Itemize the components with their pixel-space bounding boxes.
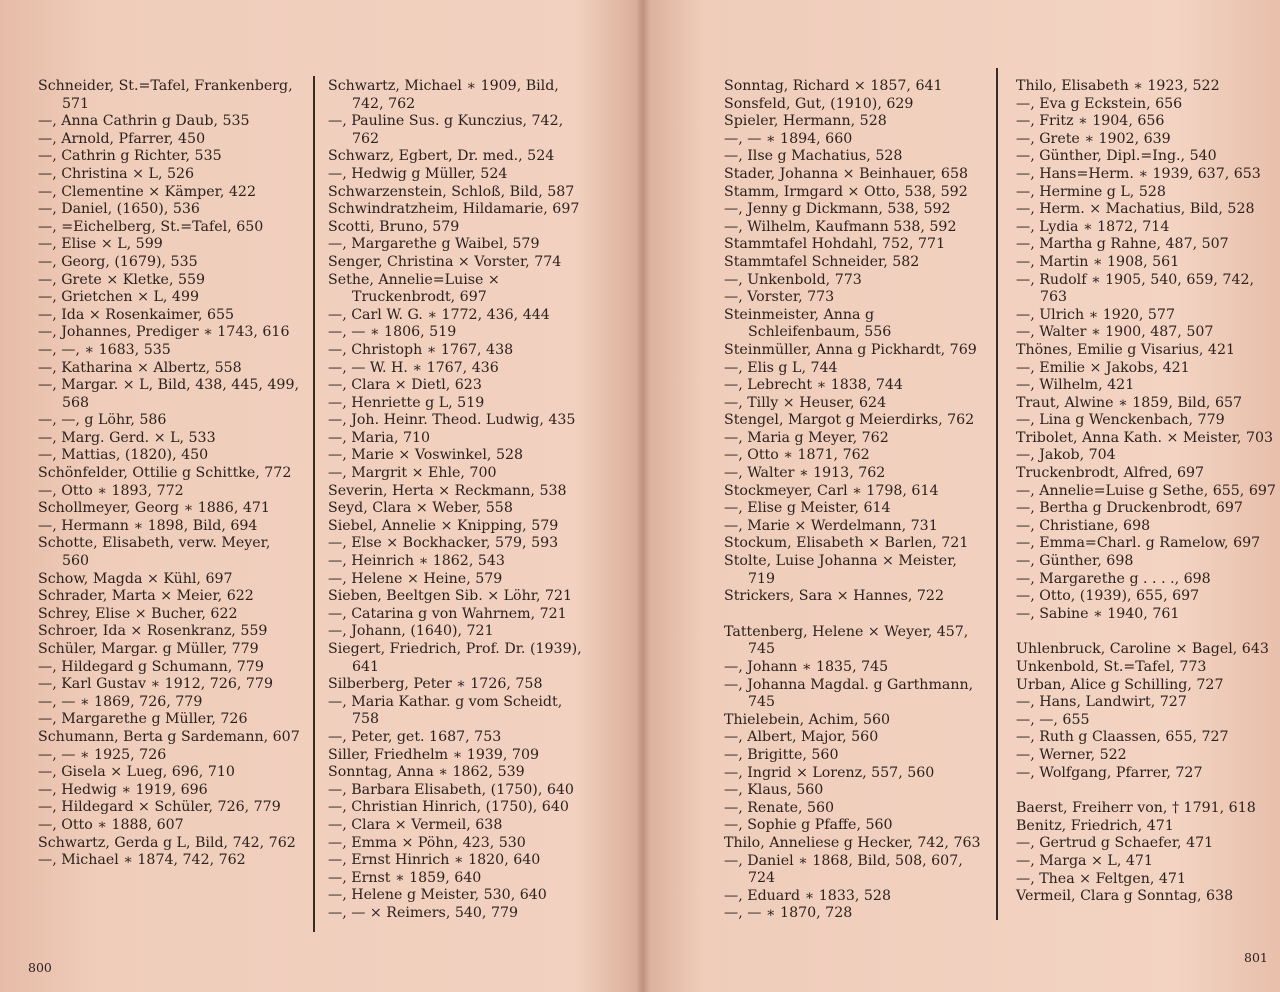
index-entry: Stolte, Luise Johanna × Meister, 719 <box>724 553 957 587</box>
index-entry: —, Hans, Landwirt, 727 <box>1016 694 1187 711</box>
index-entry: —, Margarethe g Müller, 726 <box>38 711 248 728</box>
index-entry: Vermeil, Clara g Sonntag, 638 <box>1016 888 1234 905</box>
index-entry: —, Elise g Meister, 614 <box>724 500 891 517</box>
index-entry: —, Hedwig g Müller, 524 <box>328 165 508 182</box>
index-entry: —, Thea × Feltgen, 471 <box>1016 870 1186 887</box>
index-entry: —, Daniel, (1650), 536 <box>38 201 200 218</box>
right-page-column-rule <box>996 68 998 920</box>
index-entry: Stammtafel Hohdahl, 752, 771 <box>724 236 946 253</box>
index-entry: Stammtafel Schneider, 582 <box>724 253 920 270</box>
index-entry: —, Gisela × Lueg, 696, 710 <box>38 764 235 781</box>
index-entry: —, Annelie=Luise g Sethe, 655, 697 <box>1016 482 1276 499</box>
index-entry: —, Hermann ∗ 1898, Bild, 694 <box>38 517 258 534</box>
index-entry: —, — ∗ 1869, 726, 779 <box>38 693 203 710</box>
index-entry: —, Walter ∗ 1900, 487, 507 <box>1016 324 1214 341</box>
index-entry: Thilo, Elisabeth ∗ 1923, 522 <box>1016 78 1220 94</box>
index-entry: —, Wilhelm, 421 <box>1016 377 1135 394</box>
index-entry: —, Gertrud g Schaefer, 471 <box>1016 835 1214 852</box>
index-entry: —, =Eichelberg, St.=Tafel, 650 <box>38 218 264 235</box>
index-entry: —, Peter, get. 1687, 753 <box>328 728 502 745</box>
index-entry: Sonntag, Richard × 1857, 641 <box>724 78 943 94</box>
index-entry: —, Werner, 522 <box>1016 746 1127 763</box>
index-entry: —, Eva g Eckstein, 656 <box>1016 95 1183 112</box>
left-page-number: 800 <box>28 960 52 975</box>
index-entry: —, Klaus, 560 <box>724 782 824 799</box>
index-entry: —, Grete ∗ 1902, 639 <box>1016 130 1171 147</box>
index-entry: —, Else × Bockhacker, 579, 593 <box>328 535 559 552</box>
index-entry: Schwarzenstein, Schloß, Bild, 587 <box>328 183 575 200</box>
index-entry: —, Lydia ∗ 1872, 714 <box>1016 218 1170 235</box>
index-entry: Sonsfeld, Gut, (1910), 629 <box>724 95 914 112</box>
index-entry: Schow, Magda × Kühl, 697 <box>38 570 233 587</box>
index-entry: —, Hermine g L, 528 <box>1016 183 1166 200</box>
index-entry: —, Mattias, (1820), 450 <box>38 447 209 464</box>
index-entry: —, Emma=Charl. g Ramelow, 697 <box>1016 535 1261 552</box>
index-entry: —, Johannes, Prediger ∗ 1743, 616 <box>38 324 290 341</box>
index-entry: —, Cathrin g Richter, 535 <box>38 148 222 165</box>
index-entry: —, Margar. × L, Bild, 438, 445, 499, 568 <box>38 377 299 411</box>
index-entry: —, — W. H. ∗ 1767, 436 <box>328 359 499 376</box>
index-entry: —, Ernst ∗ 1859, 640 <box>328 869 482 886</box>
index-entry: —, Renate, 560 <box>724 799 835 816</box>
index-entry: —, Emilie × Jakobs, 421 <box>1016 359 1190 376</box>
left-page-column-1 <box>38 78 300 870</box>
index-entry: —, Lina g Wenckenbach, 779 <box>1016 412 1225 429</box>
left-page-column-rule <box>313 76 315 932</box>
index-entry: —, — ∗ 1925, 726 <box>38 746 167 763</box>
index-entry: —, Eduard ∗ 1833, 528 <box>724 887 891 904</box>
index-entry: —, — ∗ 1870, 728 <box>724 905 853 922</box>
index-entry: —, Jenny g Dickmann, 538, 592 <box>724 201 951 218</box>
index-entry: —, Günther, 698 <box>1016 553 1134 570</box>
index-entry: Schroer, Ida × Rosenkranz, 559 <box>38 623 268 640</box>
index-entry: —, Helene × Heine, 579 <box>328 570 503 587</box>
index-entry: —, Heinrich ∗ 1862, 543 <box>328 553 505 570</box>
index-entry: —, Grietchen × L, 499 <box>38 289 200 306</box>
index-entry: Stengel, Margot g Meierdirks, 762 <box>724 412 975 429</box>
index-entry: Baerst, Freiherr von, † 1791, 618 <box>1016 800 1256 817</box>
index-entry: —, — ∗ 1894, 660 <box>724 130 853 147</box>
index-entry: —, Wolfgang, Pfarrer, 727 <box>1016 764 1203 781</box>
index-entry: Traut, Alwine ∗ 1859, Bild, 657 <box>1016 394 1243 411</box>
index-entry: —, Katharina × Albertz, 558 <box>38 359 242 376</box>
index-entry: —, Tilly × Heuser, 624 <box>724 394 887 411</box>
index-entry: —, Jakob, 704 <box>1016 447 1116 464</box>
index-entry: —, Karl Gustav ∗ 1912, 726, 779 <box>38 676 273 693</box>
index-entry: —, Hildegard g Schumann, 779 <box>38 658 264 675</box>
index-entry: —, Sabine ∗ 1940, 761 <box>1016 605 1180 622</box>
index-entry: —, Grete × Kletke, 559 <box>38 271 206 288</box>
index-entry: —, Ida × Rosenkaimer, 655 <box>38 306 235 323</box>
book-gutter <box>636 0 650 992</box>
right-col2-v-entries <box>1016 800 1278 906</box>
index-entry: —, Clara × Vermeil, 638 <box>328 816 503 833</box>
index-entry: —, Ingrid × Lorenz, 557, 560 <box>724 764 935 781</box>
index-entry: —, Pauline Sus. g Kunczius, 742, 762 <box>328 113 564 147</box>
right-page-column-1 <box>724 78 986 923</box>
index-entry: —, Johanna Magdal. g Garthmann, 745 <box>724 676 974 711</box>
index-entry: —, —, ∗ 1683, 535 <box>38 341 171 358</box>
index-entry: Stockmeyer, Carl ∗ 1798, 614 <box>724 482 939 499</box>
index-entry: Schönfelder, Ottilie g Schittke, 772 <box>38 465 292 482</box>
index-entry: —, Margarethe g . . . ., 698 <box>1016 570 1211 587</box>
index-entry: —, Ernst Hinrich ∗ 1820, 640 <box>328 852 541 869</box>
index-entry: —, Christoph ∗ 1767, 438 <box>328 341 514 358</box>
index-entry: —, —, 655 <box>1016 711 1090 728</box>
index-entry: —, Marg. Gerd. × L, 533 <box>38 429 216 446</box>
index-entry: —, Martha g Rahne, 487, 507 <box>1016 236 1229 253</box>
index-entry: —, Helene g Meister, 530, 640 <box>328 887 547 904</box>
index-entry: Severin, Herta × Reckmann, 538 <box>328 482 567 499</box>
right-page-column-2 <box>1016 78 1278 906</box>
index-entry: Stamm, Irmgard × Otto, 538, 592 <box>724 183 968 200</box>
index-entry: —, Bertha g Druckenbrodt, 697 <box>1016 500 1243 517</box>
index-entry: Seyd, Clara × Weber, 558 <box>328 500 513 517</box>
index-entry: —, Maria Kathar. g vom Scheidt, 758 <box>328 693 563 728</box>
index-entry: —, — ∗ 1806, 519 <box>328 324 457 341</box>
index-entry: —, Sophie g Pfaffe, 560 <box>724 817 893 834</box>
index-entry: Schwarz, Egbert, Dr. med., 524 <box>328 148 555 165</box>
index-entry: —, Albert, Major, 560 <box>724 729 879 746</box>
index-entry: —, Anna Cathrin g Daub, 535 <box>38 113 250 130</box>
index-entry: —, — × Reimers, 540, 779 <box>328 904 519 921</box>
index-entry: —, Catarina g von Wahrnem, 721 <box>328 605 567 622</box>
index-entry: Senger, Christina × Vorster, 774 <box>328 253 562 270</box>
index-entry: Siebel, Annelie × Knipping, 579 <box>328 517 559 534</box>
index-entry: —, Georg, (1679), 535 <box>38 253 198 270</box>
index-entry: —, Joh. Heinr. Theod. Ludwig, 435 <box>328 412 576 429</box>
index-entry: —, Henriette g L, 519 <box>328 394 485 411</box>
index-entry: Schwindratzheim, Hildamarie, 697 <box>328 201 580 218</box>
index-entry: Benitz, Friedrich, 471 <box>1016 817 1174 834</box>
index-entry: —, Christian Hinrich, (1750), 640 <box>328 799 569 816</box>
index-entry: Tattenberg, Helene × Weyer, 457, 745 <box>724 623 969 658</box>
index-entry: —, Otto ∗ 1893, 772 <box>38 482 184 499</box>
index-entry: Uhlenbruck, Caroline × Bagel, 643 <box>1016 641 1269 658</box>
index-entry: —, Vorster, 773 <box>724 289 835 306</box>
index-entry: —, Arnold, Pfarrer, 450 <box>38 130 206 147</box>
index-entry: Schrey, Elise × Bucher, 622 <box>38 605 238 622</box>
index-entry: —, Ilse g Machatius, 528 <box>724 148 903 165</box>
index-entry: —, Daniel ∗ 1868, Bild, 508, 607, 724 <box>724 852 963 887</box>
index-entry: —, Unkenbold, 773 <box>724 271 862 288</box>
index-entry: —, Christina × L, 526 <box>38 165 195 182</box>
right-col1-t-entries <box>724 624 986 923</box>
index-entry: Thielebein, Achim, 560 <box>724 711 891 728</box>
index-entry: —, Clementine × Kämper, 422 <box>38 183 256 200</box>
index-entry: Schrader, Marta × Meier, 622 <box>38 588 254 605</box>
index-entry: Spieler, Hermann, 528 <box>724 113 887 130</box>
index-entry: Schwartz, Gerda g L, Bild, 742, 762 <box>38 834 296 851</box>
index-entry: —, Lebrecht ∗ 1838, 744 <box>724 377 903 394</box>
index-entry: Steinmüller, Anna g Pickhardt, 769 <box>724 341 977 358</box>
index-entry: Urban, Alice g Schilling, 727 <box>1016 676 1224 693</box>
right-col2-u-entries <box>1016 641 1278 782</box>
index-entry: —, Carl W. G. ∗ 1772, 436, 444 <box>328 306 550 323</box>
index-entry: Sethe, Annelie=Luise × Truckenbrodt, 697 <box>328 271 500 306</box>
index-entry: —, Hildegard × Schüler, 726, 779 <box>38 799 281 816</box>
index-entry: —, Hedwig ∗ 1919, 696 <box>38 781 208 798</box>
index-entry: Scotti, Bruno, 579 <box>328 218 460 235</box>
index-entry: Schollmeyer, Georg ∗ 1886, 471 <box>38 500 270 517</box>
index-entry: Thilo, Anneliese g Hecker, 742, 763 <box>724 834 981 851</box>
index-entry: —, Barbara Elisabeth, (1750), 640 <box>328 781 574 798</box>
index-entry: —, Michael ∗ 1874, 742, 762 <box>38 852 246 869</box>
index-entry: —, Rudolf ∗ 1905, 540, 659, 742, 763 <box>1016 271 1255 306</box>
index-entry: —, Margarethe g Waibel, 579 <box>328 236 540 253</box>
index-entry: —, Martin ∗ 1908, 561 <box>1016 253 1180 270</box>
index-entry: —, Clara × Dietl, 623 <box>328 377 482 394</box>
index-entry: —, Johann ∗ 1835, 745 <box>724 659 889 675</box>
index-entry: Schüler, Margar. g Müller, 779 <box>38 641 259 657</box>
index-entry: Schotte, Elisabeth, verw. Meyer, 560 <box>38 535 271 570</box>
index-entry: —, Ulrich ∗ 1920, 577 <box>1016 306 1175 323</box>
index-entry: Siegert, Friedrich, Prof. Dr. (1939), 641 <box>328 641 582 675</box>
index-entry: Sieben, Beeltgen Sib. × Löhr, 721 <box>328 588 573 605</box>
index-entry: Silberberg, Peter ∗ 1726, 758 <box>328 676 543 693</box>
index-entry: Tribolet, Anna Kath. × Meister, 703 <box>1016 429 1274 446</box>
index-entry: —, Emma × Pöhn, 423, 530 <box>328 834 526 851</box>
index-entry: Schumann, Berta g Sardemann, 607 <box>38 728 300 745</box>
index-entry: —, Hans=Herm. ∗ 1939, 637, 653 <box>1016 165 1261 182</box>
index-entry: —, Margrit × Ehle, 700 <box>328 465 497 482</box>
index-entry: Unkenbold, St.=Tafel, 773 <box>1016 659 1207 675</box>
index-entry: Schneider, St.=Tafel, Frankenberg, 571 <box>38 78 293 112</box>
index-entry: Sonntag, Anna ∗ 1862, 539 <box>328 764 525 781</box>
index-entry: Schwartz, Michael ∗ 1909, Bild, 742, 762 <box>328 78 559 112</box>
right-page-number: 801 <box>1244 950 1268 965</box>
index-entry: —, Otto ∗ 1871, 762 <box>724 447 870 464</box>
index-entry: —, Wilhelm, Kaufmann 538, 592 <box>724 218 957 235</box>
index-entry: Steinmeister, Anna g Schleifenbaum, 556 <box>724 306 892 341</box>
index-entry: Stockum, Elisabeth × Barlen, 721 <box>724 535 969 552</box>
index-entry: Truckenbrodt, Alfred, 697 <box>1016 465 1205 482</box>
index-entry: —, Elis g L, 744 <box>724 359 838 376</box>
index-entry: —, Johann, (1640), 721 <box>328 623 494 640</box>
right-col1-s-entries <box>724 78 986 606</box>
index-entry: —, Maria, 710 <box>328 429 431 446</box>
index-entry: —, Walter ∗ 1913, 762 <box>724 465 886 482</box>
left-page-column-2 <box>328 78 590 923</box>
index-entry: —, Christiane, 698 <box>1016 517 1151 534</box>
index-entry: —, Brigitte, 560 <box>724 746 839 763</box>
index-entry: —, Maria g Meyer, 762 <box>724 429 889 446</box>
index-entry: Thönes, Emilie g Visarius, 421 <box>1016 341 1236 358</box>
index-entry: —, Elise × L, 599 <box>38 236 163 253</box>
index-entry: —, Marga × L, 471 <box>1016 852 1153 869</box>
index-entry: —, Otto, (1939), 655, 697 <box>1016 588 1200 605</box>
index-entry: —, Fritz ∗ 1904, 656 <box>1016 113 1165 130</box>
index-entry: —, Otto ∗ 1888, 607 <box>38 816 184 833</box>
index-entry: —, Marie × Werdelmann, 731 <box>724 517 938 534</box>
right-col2-t-entries <box>1016 78 1278 623</box>
index-entry: —, Günther, Dipl.=Ing., 540 <box>1016 148 1217 165</box>
index-entry: —, Ruth g Claassen, 655, 727 <box>1016 729 1229 746</box>
index-entry: —, Herm. × Machatius, Bild, 528 <box>1016 201 1255 218</box>
index-entry: Stader, Johanna × Beinhauer, 658 <box>724 165 969 182</box>
index-entry: —, Marie × Voswinkel, 528 <box>328 447 524 464</box>
index-entry: Strickers, Sara × Hannes, 722 <box>724 588 944 605</box>
index-entry: —, —, g Löhr, 586 <box>38 412 167 429</box>
index-entry: Siller, Friedhelm ∗ 1939, 709 <box>328 746 540 763</box>
